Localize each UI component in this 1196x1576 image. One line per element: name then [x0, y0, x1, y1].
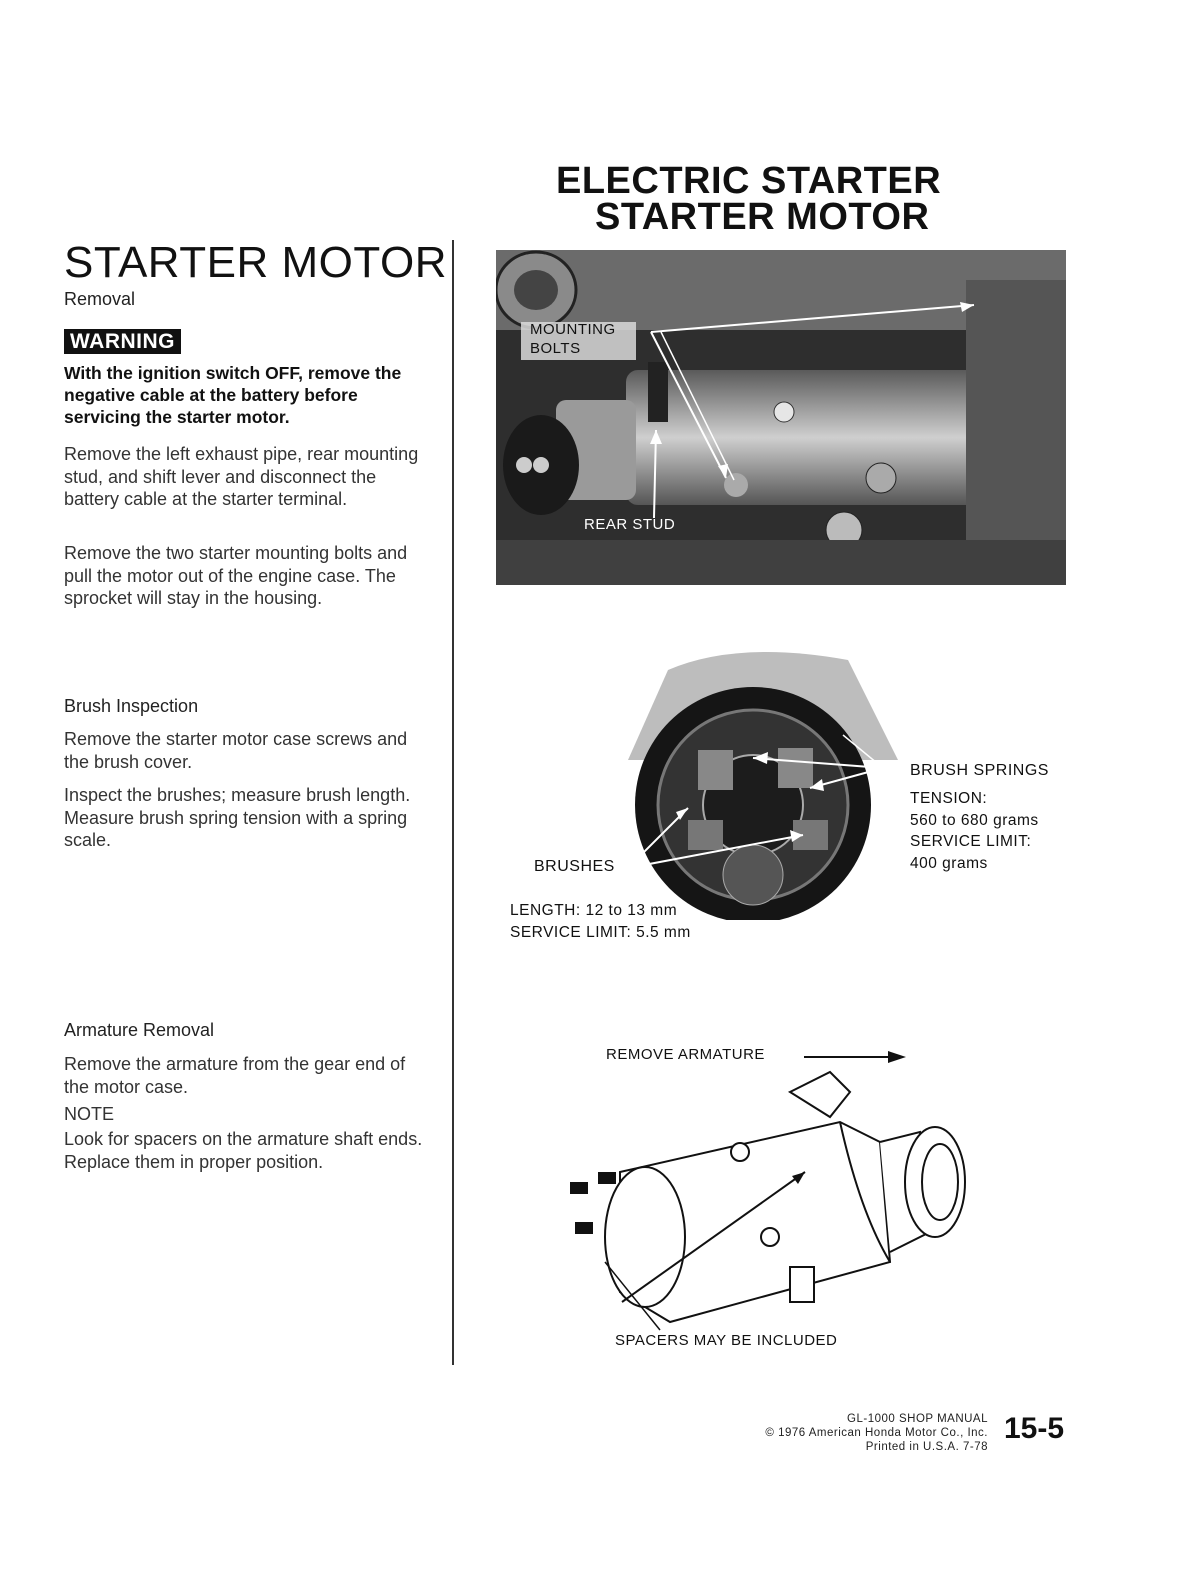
- armature-removal-heading: Armature Removal: [64, 1020, 215, 1040]
- removal-paragraph-1: Remove the left exhaust pipe, rear mounting stud, and shift lever and disconnect the battery cable at the starter terminal.: [64, 444, 419, 509]
- footer-manual: GL-1000 SHOP MANUAL: [847, 1413, 988, 1425]
- brush-assembly-illustration: [588, 640, 918, 920]
- spring-service-limit-label: SERVICE LIMIT:: [910, 833, 1032, 850]
- note-label: NOTE: [64, 1104, 115, 1124]
- footer-copyright: © 1976 American Honda Motor Co., Inc.: [765, 1427, 988, 1439]
- tension-label: TENSION:: [910, 790, 988, 807]
- armature-paragraph: Remove the armature from the gear end of the motor case.: [64, 1054, 406, 1097]
- warning-text: With the ignition switch OFF, remove the negative cable at the battery before servicing the starter motor.: [64, 363, 402, 427]
- mounting-bolts-label: MOUNTING BOLTS: [530, 321, 616, 357]
- header-line-2: STARTER MOTOR: [595, 196, 930, 238]
- page-number: 15-5: [1004, 1412, 1065, 1445]
- starter-installed-illustration: [496, 250, 1066, 585]
- rear-stud-label: REAR STUD: [584, 516, 676, 533]
- spacers-label: SPACERS MAY BE INCLUDED: [615, 1332, 838, 1349]
- tension-value: 560 to 680 grams: [910, 812, 1039, 829]
- brush-assembly-photo: [588, 640, 918, 920]
- spring-service-limit-value: 400 grams: [910, 855, 988, 872]
- brush-paragraph-1: Remove the starter motor case screws and the brush cover.: [64, 729, 408, 772]
- brush-paragraph-2: Inspect the brushes; measure brush length. Measure brush spring tension with a spring scale.: [64, 785, 411, 850]
- removal-heading: Removal: [64, 289, 136, 309]
- warning-badge: [64, 330, 181, 354]
- brush-length-spec: LENGTH: 12 to 13 mm: [510, 902, 678, 919]
- brush-inspection-heading: Brush Inspection: [64, 696, 199, 716]
- warning-label: WARNING: [64, 329, 181, 354]
- starter-motor-drawing: [560, 1062, 980, 1332]
- remove-armature-label: REMOVE ARMATURE: [606, 1046, 765, 1063]
- note-text: Look for spacers on the armature shaft ends. Replace them in proper position.: [64, 1129, 423, 1172]
- column-divider: [452, 240, 454, 1365]
- footer-printed: Printed in U.S.A. 7-78: [865, 1441, 988, 1453]
- removal-paragraph-2: Remove the two starter mounting bolts and pull the motor out of the engine case. The sprocket will stay in the housing.: [64, 543, 408, 608]
- brush-springs-label: BRUSH SPRINGS: [910, 762, 1049, 779]
- section-title: STARTER MOTOR: [64, 238, 447, 287]
- brush-service-limit-spec: SERVICE LIMIT: 5.5 mm: [510, 924, 691, 941]
- starter-installed-photo: [496, 250, 1066, 585]
- header-line-1: ELECTRIC STARTER: [556, 160, 942, 202]
- brushes-label: BRUSHES: [534, 858, 615, 875]
